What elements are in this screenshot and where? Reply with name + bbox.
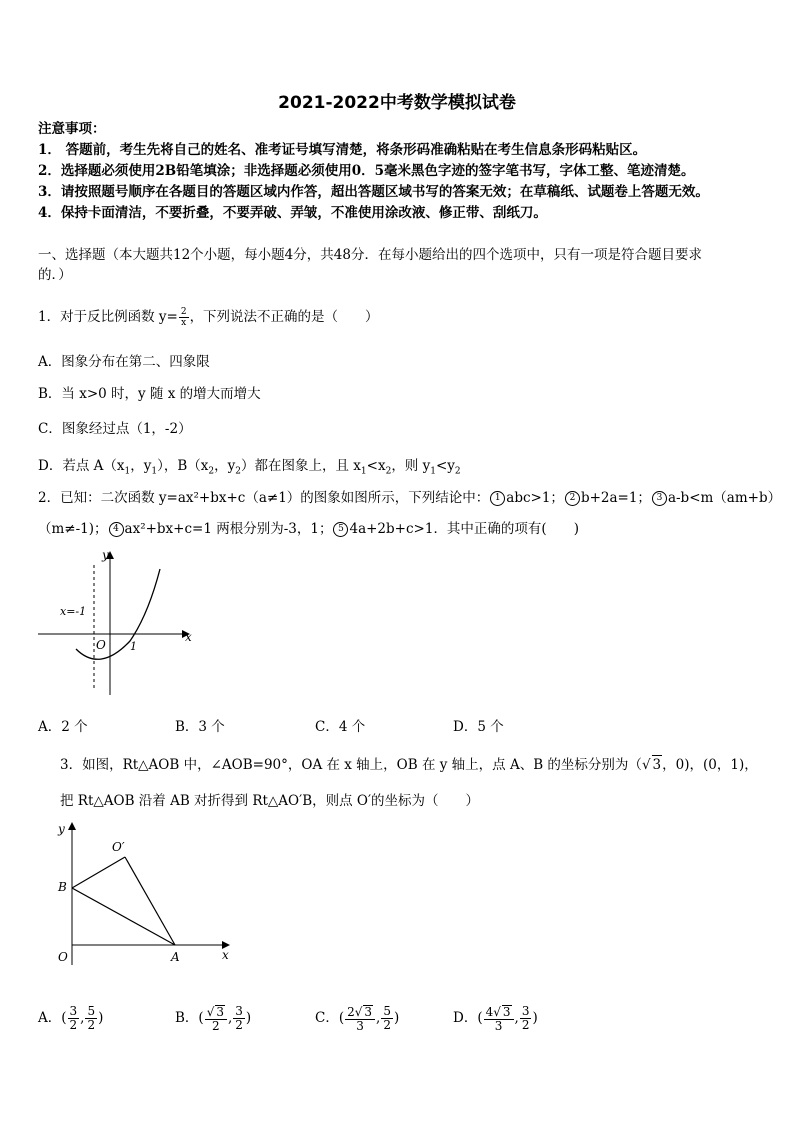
frac-den: 2 xyxy=(235,1018,243,1032)
tick-one-label: 1 xyxy=(130,640,137,653)
q1-stem-text: 1．对于反比例函数 y= xyxy=(38,309,178,325)
y-axis-arrow xyxy=(68,822,76,830)
q1-stem-text-end: ，下列说法不正确的是（ ） xyxy=(189,309,379,325)
frac-num: 5 xyxy=(383,1004,391,1018)
q1-stem xyxy=(38,307,379,328)
frac-num: √ 3 xyxy=(205,1005,227,1020)
fraction xyxy=(484,1005,514,1033)
q1-d-sub: 2 xyxy=(208,466,215,477)
comma: , xyxy=(514,1010,519,1026)
x-axis-label: x xyxy=(222,948,229,962)
notice-item-4: 4．保持卡面清洁，不要折叠，不要弄破、弄皱，不准使用涂改液、修正带、刮纸刀。 xyxy=(38,205,547,221)
q2-text: a-b<m（am+b） xyxy=(667,490,782,506)
frac-den: 2 xyxy=(521,1018,530,1032)
frac-den: 2 xyxy=(383,1018,391,1032)
q2-text: b+2a=1； xyxy=(580,490,651,506)
point-b-label: B xyxy=(58,880,67,894)
fraction xyxy=(85,1005,97,1032)
q1-option-d xyxy=(38,457,461,481)
comma: , xyxy=(80,1010,85,1026)
q1-d-text: <y xyxy=(435,458,455,474)
frac-num: 2√ 3 xyxy=(345,1005,375,1020)
fraction xyxy=(381,1005,393,1032)
q2-text: 4a+2b+c>1．其中正确的项有( ) xyxy=(349,521,579,537)
sqrt-value: 3 xyxy=(364,1004,373,1019)
point-a-label: A xyxy=(171,950,180,964)
sqrt-value: 3 xyxy=(216,1004,224,1019)
comma: , xyxy=(227,1010,233,1026)
q3-text: 3．如图，Rt△AOB 中，∠AOB=90°，OA 在 x 轴上，OB 在 y 轴上，点 A、B 的坐标分别为（ xyxy=(60,757,642,773)
frac-num: 4√ 3 xyxy=(484,1005,514,1020)
q1-d-text: ）都在图象上，且 x xyxy=(241,458,361,474)
q1-d-text: ），B（x xyxy=(157,458,209,474)
fraction xyxy=(233,1005,245,1032)
frac-den: 3 xyxy=(494,1018,503,1033)
q2-text: ax²+bx+c=1 两根分别为-3，1； xyxy=(124,521,333,537)
y-axis-label: y xyxy=(58,822,65,836)
option-end: ) xyxy=(98,1010,104,1026)
coefficient: 2 xyxy=(347,1004,355,1019)
q2-parabola-figure xyxy=(30,545,200,705)
segment-ba xyxy=(72,888,175,945)
q2-option-b: B．3 个 xyxy=(175,719,225,735)
q3-option-d xyxy=(453,1003,538,1033)
option-label: A．( xyxy=(38,1010,67,1026)
q3-stem-line1 xyxy=(60,755,758,774)
q1-d-text: <x xyxy=(366,458,386,474)
q1-option-b: B．当 x>0 时，y 随 x 的增大而增大 xyxy=(38,386,261,402)
q1-d-sub: 2 xyxy=(385,466,392,477)
q1-d-text: D．若点 A（x xyxy=(38,458,125,474)
frac-den: 3 xyxy=(356,1018,364,1033)
origin-label: O xyxy=(58,950,68,964)
option-end: ) xyxy=(532,1010,538,1026)
notice-item-1: 1． 答题前，考生先将自己的姓名、准考证号填写清楚，将条形码准确粘贴在考生信息条形码粘贴区。 xyxy=(38,142,647,158)
q2-option-d: D．5 个 xyxy=(453,719,504,735)
q1-d-text: ，则 y xyxy=(391,458,431,474)
q2-text: （m≠-1)； xyxy=(38,521,108,537)
q3-option-c xyxy=(315,1003,399,1033)
q1-frac-num: 2 xyxy=(180,307,187,317)
q1-d-sub: 1 xyxy=(360,466,367,477)
q3-option-a xyxy=(38,1003,103,1033)
notice-item-3: 3．请按照题号顺序在各题目的答题区域内作答，超出答题区域书写的答案无效；在草稿纸、试题卷上答题无效。 xyxy=(38,184,709,200)
option-label: C．( xyxy=(315,1010,345,1026)
frac-num: 5 xyxy=(87,1004,96,1018)
q1-fraction xyxy=(179,307,189,328)
q1-d-sub: 2 xyxy=(235,466,241,477)
coefficient: 4 xyxy=(485,1004,494,1019)
parabola-curve xyxy=(76,569,160,659)
fraction xyxy=(345,1005,375,1033)
notice-item-2: 2．选择题必须使用2B铅笔填涂；非选择题必须使用0．5毫米黑色字迹的签字笔书写，字体工整、笔迹清楚。 xyxy=(38,163,695,179)
frac-num: 3 xyxy=(69,1004,78,1018)
q2-text: abc>1； xyxy=(506,490,564,506)
circled-number: 1 xyxy=(490,491,505,506)
q1-d-text: ，y xyxy=(214,458,236,474)
frac-num: 3 xyxy=(235,1004,243,1018)
segment-bo-prime xyxy=(72,857,125,888)
q1-option-c: C．图象经过点（1，-2） xyxy=(38,421,192,437)
option-label: D．( xyxy=(453,1010,483,1026)
section-heading-cont: 的．） xyxy=(38,267,72,283)
point-o-prime-label: O′ xyxy=(112,840,125,854)
symmetry-axis-label: x=-1 xyxy=(60,605,87,618)
frac-den: 2 xyxy=(212,1018,220,1033)
circled-number: 3 xyxy=(652,491,667,506)
q3-option-b xyxy=(175,1003,251,1033)
q1-frac-den: x xyxy=(181,318,187,328)
fraction xyxy=(205,1005,227,1033)
frac-den: 2 xyxy=(69,1018,78,1032)
frac-num: 3 xyxy=(521,1004,530,1018)
q2-text: 2．已知：二次函数 y=ax²+bx+c（a≠1）的图象如图所示，下列结论中： xyxy=(38,490,490,506)
sqrt-value: 3 xyxy=(502,1004,511,1019)
sqrt-value: 3 xyxy=(652,757,662,773)
q3-text: ，0)，(0，1)， xyxy=(662,757,758,773)
q1-d-sub: 1 xyxy=(430,466,436,477)
option-label: B．( xyxy=(175,1010,204,1026)
q1-d-sub: 1 xyxy=(124,466,131,477)
origin-label: O xyxy=(96,638,106,652)
section-heading: 一、选择题（本大题共12个小题，每小题4分，共48分．在每小题给出的四个选项中，只有一项是符合题目要求 xyxy=(38,247,702,263)
q1-d-text: ，y xyxy=(130,458,152,474)
circled-number: 4 xyxy=(109,522,124,537)
q1-d-sub: 2 xyxy=(454,466,461,477)
option-end: ) xyxy=(393,1010,400,1026)
q3-triangle-figure xyxy=(50,815,240,975)
notice-heading: 注意事项： xyxy=(38,121,106,137)
q2-option-a: A．2 个 xyxy=(38,719,88,735)
q2-option-c: C．4 个 xyxy=(315,719,366,735)
y-axis-label: y xyxy=(102,548,109,562)
sqrt-symbol: √ xyxy=(641,757,651,773)
fraction xyxy=(68,1005,80,1032)
page-title: 2021-2022中考数学模拟试卷 xyxy=(278,93,516,113)
q2-stem-line1 xyxy=(38,489,781,507)
q1-d-sub: 1 xyxy=(151,466,158,477)
q3-stem-line2: 把 Rt△AOB 沿着 AB 对折得到 Rt△AO′B，则点 O′的坐标为（ ） xyxy=(60,793,480,809)
fraction xyxy=(520,1005,532,1032)
circled-number: 5 xyxy=(333,522,348,537)
circled-number: 2 xyxy=(565,491,580,506)
x-axis-label: x xyxy=(185,630,192,644)
option-end: ) xyxy=(245,1010,252,1026)
q2-stem-line2 xyxy=(38,520,579,538)
frac-den: 2 xyxy=(87,1018,96,1032)
q1-option-a: A．图象分布在第二、四象限 xyxy=(38,354,210,370)
comma: , xyxy=(376,1010,381,1026)
